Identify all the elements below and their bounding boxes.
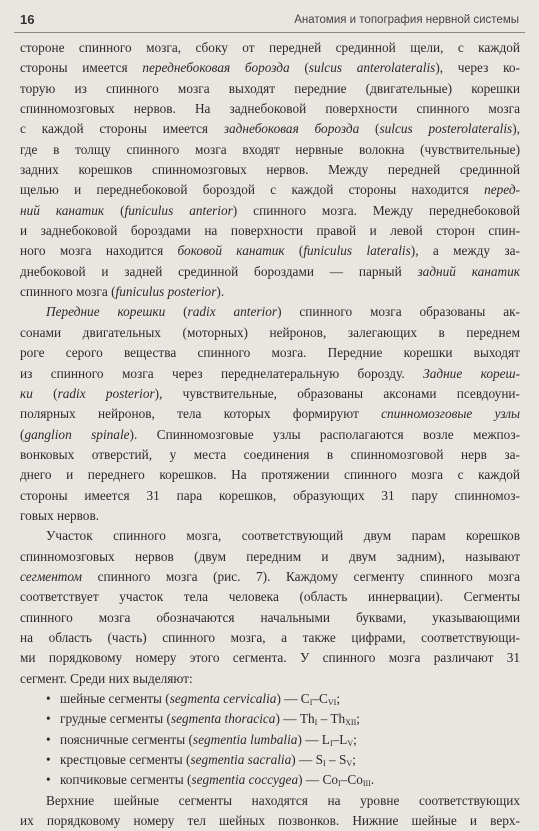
- italic-term: segmenta cervicalia: [169, 691, 277, 706]
- text-line: [20, 119, 520, 139]
- text-run: (: [104, 202, 125, 218]
- italic-term: radix posterior: [57, 385, 155, 401]
- text-line: [20, 811, 520, 831]
- text-line: [20, 79, 520, 99]
- text-line: [20, 791, 520, 811]
- text-run: спинного мозга (: [20, 284, 116, 300]
- subscript: III: [362, 779, 371, 789]
- italic-term: segmenta thoracica: [170, 711, 276, 727]
- subscript: V: [346, 759, 353, 769]
- text-run: –L: [332, 731, 348, 747]
- text-run: (: [359, 121, 380, 137]
- text-line: [20, 425, 520, 445]
- text-run: ми порядковому номеру этого сегмента. У спинного мозга различают 31: [20, 650, 520, 666]
- text-run: ) — Co: [298, 772, 338, 788]
- bullet-list-item: [20, 709, 520, 729]
- italic-term: radix anterior: [187, 304, 278, 320]
- subscript: I: [314, 718, 318, 728]
- italic-term: Передние корешки: [46, 304, 166, 320]
- bullet-list-item: [20, 750, 520, 770]
- bullet-icon: •: [46, 731, 51, 747]
- text-line: [20, 323, 520, 343]
- text-run: ) — S: [291, 752, 324, 768]
- text-line: [20, 58, 520, 78]
- italic-term: ganglion spinale: [24, 426, 130, 442]
- text-line: [20, 38, 520, 58]
- text-run: спинного мозга (рис. 7). Каждому сегменту спинного мозга: [82, 568, 520, 584]
- text-run: ) — C: [276, 691, 310, 706]
- text-run: ) спинного мозга. Между переднебоковой: [232, 202, 520, 218]
- text-run: торую из спинного мозга выходят передние (двигательные) корешки: [20, 80, 520, 96]
- text-run: роге серого вещества спинного мозга. Передние корешки выходят: [20, 345, 520, 361]
- text-run: Верхние шейные сегменты находятся на уровне соответствующих: [46, 792, 520, 808]
- text-line: [20, 445, 520, 465]
- text-line: [20, 628, 520, 648]
- text-line: [20, 404, 520, 424]
- text-run: стороны имеется 31 пара корешков, образующих 31 пару спинномоз-: [20, 487, 520, 503]
- text-line: [20, 302, 520, 322]
- text-run: ;: [336, 691, 341, 706]
- text-run: Участок спинного мозга, соответствующий двум парам корешков: [46, 528, 520, 544]
- text-run: задних корешков спинномозговых нервов. Между передней срединной: [20, 162, 520, 178]
- italic-term: перед-: [484, 182, 520, 198]
- subscript: V: [347, 738, 354, 748]
- text-line: [20, 241, 520, 261]
- subscript: XII: [345, 718, 357, 728]
- text-run: копчиковые сегменты (: [60, 772, 192, 788]
- text-line: [20, 99, 520, 119]
- text-run: днего и переднего корешков. На протяжении спинного мозга с каждой: [20, 467, 520, 483]
- text-run: где в толщу спинного мозга входят нервные волокна (чувствительные): [20, 141, 520, 157]
- text-run: полярных нейронов, тела которых формируют: [20, 406, 382, 422]
- italic-term: задний канатик: [417, 263, 520, 279]
- text-run: ;: [353, 731, 357, 747]
- bullet-icon: •: [46, 691, 51, 706]
- text-run: ;: [356, 711, 360, 727]
- text-line: [20, 221, 520, 241]
- text-run: сегмент. Среди них выделяют:: [20, 670, 193, 686]
- italic-term: заднебоковая борозда: [223, 121, 360, 137]
- text-line: [20, 486, 520, 506]
- text-run: щелью и переднебоковой бороздой с каждой стороны находится: [20, 182, 485, 198]
- text-line: [20, 608, 520, 628]
- text-run: вонковых отверстий, у места соединения в спинномозговой нерв за-: [20, 446, 520, 462]
- italic-term: sulcus posterolateralis: [379, 121, 513, 137]
- text-run: – S: [325, 752, 347, 768]
- text-line: [20, 140, 520, 160]
- text-run: (: [32, 385, 58, 401]
- text-run: ), чувствительные, образованы аксонами псевдоуни-: [154, 385, 520, 401]
- text-run: днебоковой и задней срединной бороздами — парный: [20, 263, 418, 279]
- text-run: на область (часть) спинного мозга, а также цифрами, соответствующи-: [20, 629, 520, 645]
- text-line: [20, 262, 520, 282]
- text-run: ), а между за-: [410, 243, 520, 259]
- text-run: спинномозговых нервов. На заднебоковой поверхности спинного мозга: [20, 101, 520, 117]
- text-run: ) — L: [297, 731, 330, 747]
- text-line: [20, 506, 520, 526]
- text-run: ), через ко-: [435, 60, 520, 76]
- text-run: спинномозговых нервов (двум передним и двум задним), называют: [20, 548, 520, 564]
- text-run: спинного мозга обозначаются начальными буквами, указывающими: [20, 609, 520, 625]
- text-line: [20, 180, 520, 200]
- text-run: –Co: [340, 772, 363, 788]
- text-run: ),: [512, 121, 520, 137]
- text-line: [20, 364, 520, 384]
- text-run: ;: [352, 752, 356, 768]
- running-title: Анатомия и топография нервной системы: [294, 14, 519, 26]
- italic-term: спинномозговые узлы: [381, 406, 520, 422]
- italic-term: funiculus posterior: [115, 284, 217, 300]
- bullet-icon: •: [46, 772, 51, 788]
- italic-term: сегментом: [20, 568, 83, 584]
- text-run: – Th: [317, 711, 346, 727]
- subscript: I: [329, 738, 333, 748]
- bullet-icon: •: [46, 711, 51, 727]
- text-run: грудные сегменты (: [60, 711, 171, 727]
- text-run: (: [284, 243, 304, 259]
- text-run: крестцовые сегменты (: [60, 752, 191, 768]
- text-run: ) спинного мозга образованы ак-: [277, 304, 520, 320]
- text-run: ). Спинномозговые узлы располагаются возле межпоз-: [129, 426, 520, 442]
- subscript: I: [338, 779, 341, 789]
- text-line: [20, 567, 520, 587]
- text-run: говых нервов.: [20, 507, 100, 523]
- italic-term: segmentia coccygea: [191, 772, 299, 788]
- italic-term: боковой канатик: [177, 243, 285, 259]
- text-run: поясничные сегменты (: [60, 731, 193, 747]
- bullet-list-item: [20, 770, 520, 790]
- italic-term: ки: [20, 385, 33, 401]
- subscript: I: [323, 759, 326, 769]
- text-run: сонами двигательных (моторных) нейронов, залегающих в переднем: [20, 324, 520, 340]
- text-line: [20, 669, 520, 689]
- text-run: (: [289, 60, 309, 76]
- bullet-list-item: [20, 689, 520, 709]
- page-number: 16: [20, 12, 35, 27]
- italic-term: ний канатик: [20, 202, 105, 218]
- text-run: .: [370, 772, 375, 788]
- text-run: с каждой стороны имеется: [20, 121, 224, 137]
- bullet-icon: •: [46, 752, 51, 768]
- italic-term: segmentia sacralia: [190, 752, 292, 768]
- text-run: ) — Th: [275, 711, 315, 727]
- text-line: [20, 160, 520, 180]
- text-run: (: [165, 304, 188, 320]
- text-run: (: [20, 426, 25, 442]
- italic-term: переднебоковая борозда: [142, 60, 290, 76]
- italic-term: funiculus lateralis: [303, 243, 411, 259]
- text-line: [20, 343, 520, 363]
- bullet-list-item: [20, 730, 520, 750]
- text-run: стороны имеется: [20, 60, 143, 76]
- text-run: их порядковому номеру тел шейных позвонков. Нижние шейные и верх-: [20, 813, 520, 829]
- text-run: и заднебоковой бороздами на поверхности правой и левой сторон спин-: [20, 223, 520, 239]
- text-line: [20, 465, 520, 485]
- text-run: ного мозга находится: [20, 243, 178, 259]
- italic-term: sulcus anterolateralis: [308, 60, 436, 76]
- text-run: из спинного мозга через переднелатеральную борозду.: [20, 365, 424, 381]
- subscript: VI: [327, 698, 337, 707]
- italic-term: segmentia lumbalia: [192, 731, 298, 747]
- italic-term: funiculus anterior: [124, 202, 233, 218]
- italic-term: Задние кореш-: [423, 365, 520, 381]
- subscript: I: [309, 698, 313, 707]
- text-line: [20, 526, 520, 546]
- page-header: [14, 10, 525, 33]
- text-line: [20, 587, 520, 607]
- text-line: [20, 547, 520, 567]
- text-line: [20, 201, 520, 221]
- text-line: [20, 384, 520, 404]
- text-line: [20, 282, 520, 302]
- text-run: ).: [216, 284, 225, 300]
- text-run: соответствует участок тела человека (область иннервации). Сегменты: [20, 589, 520, 605]
- text-run: шейные сегменты (: [60, 691, 170, 706]
- text-run: стороне спинного мозга, сбоку от передней срединной щели, с каждой: [20, 40, 520, 55]
- body-text: [20, 38, 520, 831]
- text-run: –C: [312, 691, 328, 706]
- text-line: [20, 648, 520, 668]
